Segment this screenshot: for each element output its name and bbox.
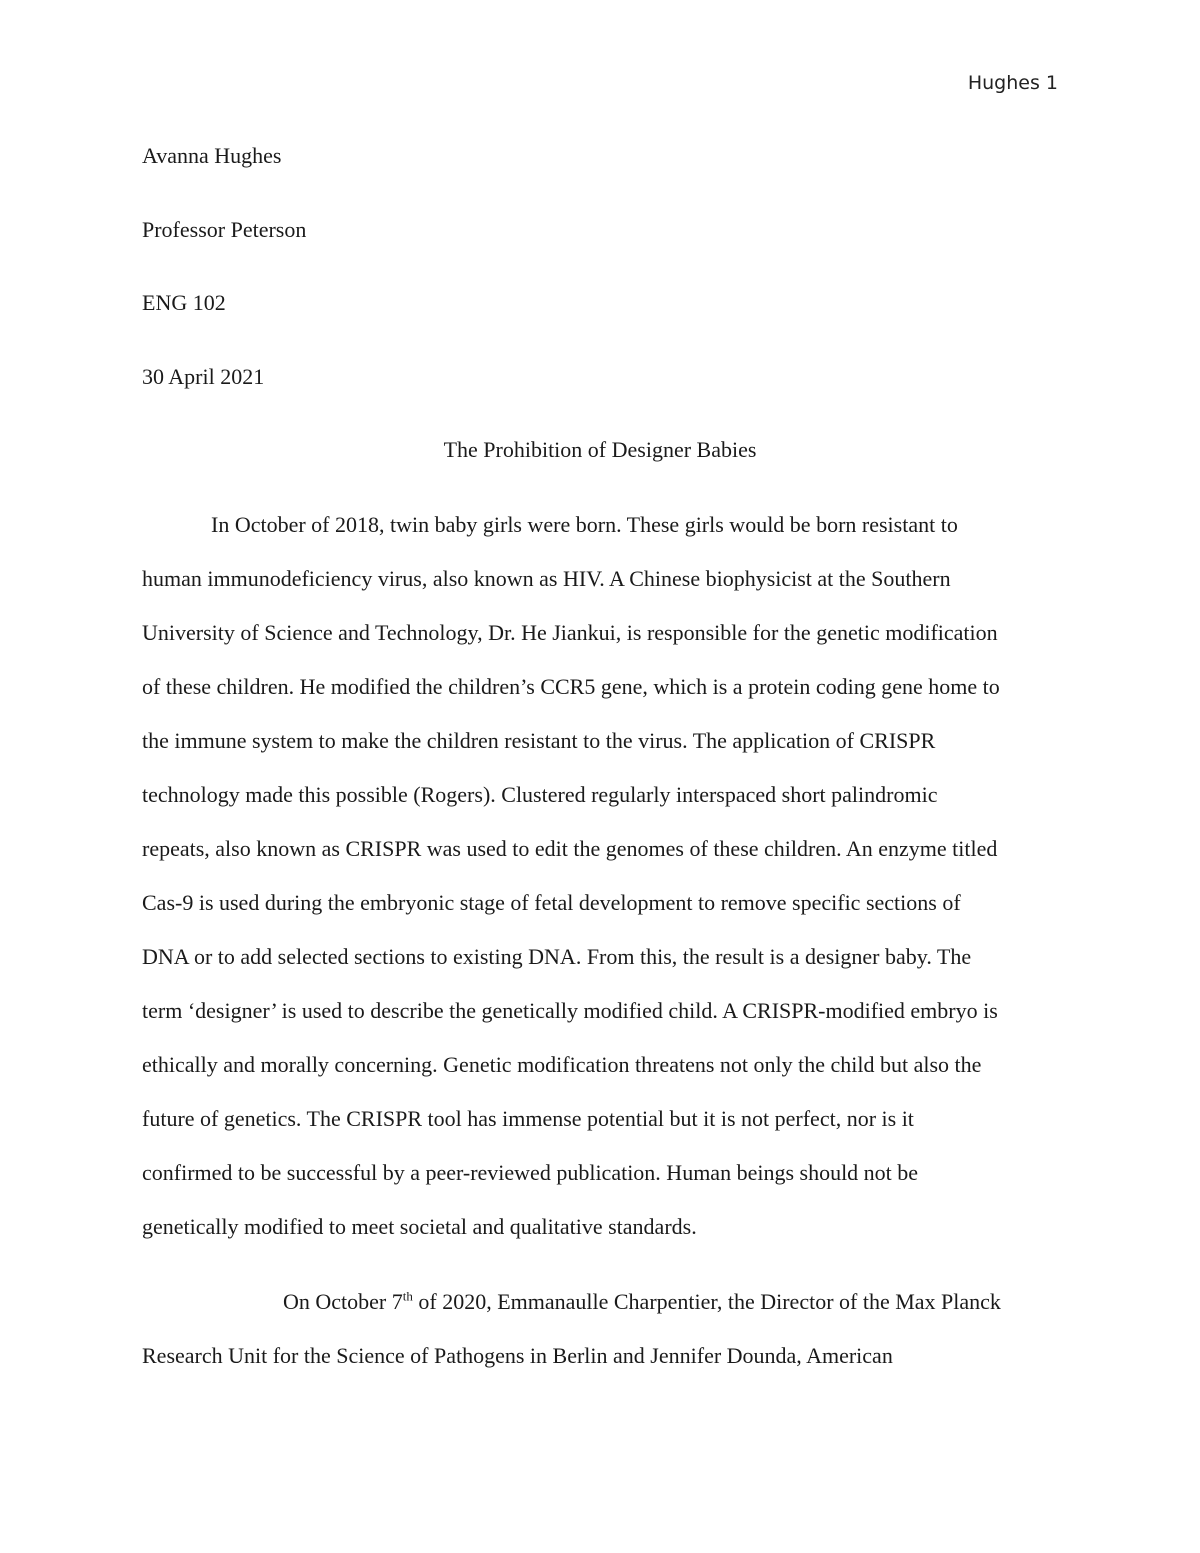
body-line: University of Science and Technology, Dr. He Jiankui, is responsible for the genetic modification: [142, 620, 998, 645]
body-line: future of genetics. The CRISPR tool has immense potential but it is not perfect, nor is it: [142, 1106, 914, 1131]
body-line: confirmed to be successful by a peer-reviewed publication. Human beings should not be: [142, 1160, 919, 1185]
body-line: technology made this possible (Rogers). Clustered regularly interspaced short palindromic: [142, 782, 938, 807]
date-line: 30 April 2021: [142, 364, 265, 389]
course-name: ENG 102: [142, 290, 226, 315]
text-span: On October 7: [283, 1289, 403, 1314]
body-line: ethically and morally concerning. Genetic modification threatens not only the child but also the: [142, 1052, 982, 1077]
body-line: repeats, also known as CRISPR was used to edit the genomes of these children. An enzyme titled: [142, 836, 998, 861]
body-line: human immunodeficiency virus, also known as HIV. A Chinese biophysicist at the Southern: [142, 566, 951, 591]
body-line: genetically modified to meet societal and qualitative standards.: [142, 1214, 697, 1239]
ordinal-suffix: th: [402, 1288, 413, 1304]
instructor-name: Professor Peterson: [142, 217, 307, 242]
body-line: In October of 2018, twin baby girls were born. These girls would be born resistant to: [211, 512, 958, 537]
body-line: the immune system to make the children resistant to the virus. The application of CRISPR: [142, 728, 936, 753]
body-line: DNA or to add selected sections to existing DNA. From this, the result is a designer baby. The: [142, 944, 972, 969]
paper-title: The Prohibition of Designer Babies: [443, 437, 757, 462]
body-line: Cas-9 is used during the embryonic stage of fetal development to remove specific sections of: [142, 890, 961, 915]
body-line: Research Unit for the Science of Pathogens in Berlin and Jennifer Dounda, American: [142, 1343, 893, 1368]
running-head: Hughes 1: [967, 72, 1058, 94]
text-span: of 2020, Emmanaulle Charpentier, the Director of the Max Planck: [412, 1289, 1001, 1314]
body-line: term ‘designer’ is used to describe the genetically modified child. A CRISPR-modified embryo is: [142, 998, 998, 1023]
body-line: of these children. He modified the children’s CCR5 gene, which is a protein coding gene home to: [142, 674, 1000, 699]
author-name: Avanna Hughes: [142, 143, 282, 168]
body-line: [283, 1288, 1001, 1316]
